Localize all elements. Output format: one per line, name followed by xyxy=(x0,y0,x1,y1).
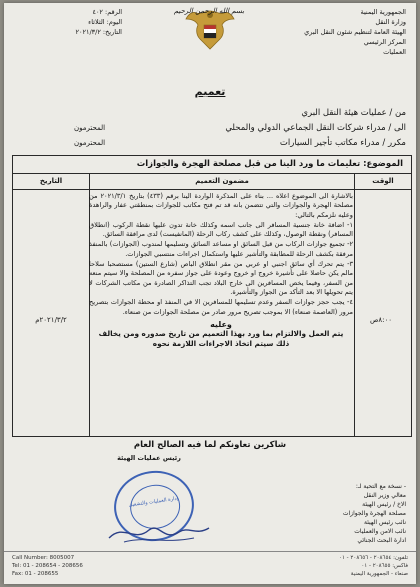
honorific: المحترمون xyxy=(74,124,106,132)
footer-line: Fax: 01 - 208655 xyxy=(12,571,59,577)
stamp-text: إدارة العمليات والتشغيل xyxy=(128,495,179,509)
reference-block xyxy=(12,7,122,37)
thanks-line: شاكرين تعاونكم لما فيه الصالح العام xyxy=(133,440,287,450)
reference-number: الرقم: ٤٠٢ xyxy=(92,8,122,16)
org-line: العمليات xyxy=(383,48,406,56)
page-footer xyxy=(4,551,416,584)
signature-title: رئيس عمليات الهيئة xyxy=(117,454,181,462)
circular-content xyxy=(89,192,353,349)
column-header-date: التاريخ xyxy=(13,173,89,190)
content-paragraph: بالاشارة الى الموضوع اعلاه ... بناء على المذكرة الواردة الينا برقم (٤٣٣) بتاريخ ٢٠٢١/٣/١ من مصلحة الهجرة والجوازات والتي تتضمن بانه قد تم فتح مكاتب للجوازات بمنطقتي عفار والراهدة وعليه نلزمكم بالتالي: xyxy=(89,192,354,219)
closing-label: وعليه xyxy=(210,319,232,329)
date-cell: ٢٠٢١/٣/٢م xyxy=(35,316,67,324)
signature-scribble-icon xyxy=(104,518,214,548)
content-paragraph: ٤- يجب حجز جوازات السفر وعدم تسليمها للمسافرين الا في المنفذ او محطة الجوازات بتصريح مرور (العاصمة صنعاء) الا بموجب تصريح مرور صادر من مصلحة الجوازات من صنعاء. xyxy=(89,298,353,316)
closing-line: يتم العمل والالتزام بما ورد بهذا التعميم من تاريخ صدوره ومن يخالف xyxy=(98,329,344,339)
copy-item: الاخ / رئيس الهيئة xyxy=(362,501,406,508)
cc-line xyxy=(14,136,406,151)
time-cell: ٨:٠٠ص xyxy=(369,316,393,324)
subject-row xyxy=(13,156,411,174)
from-line xyxy=(14,106,406,121)
copy-item: معالي وزير النقل xyxy=(363,492,406,499)
reference-day: اليوم: الثلاثاء xyxy=(88,18,122,26)
footer-line: Call Number: 8005007 xyxy=(12,555,75,561)
reference-date: التاريخ: ٢٠٢١/٣/٢ xyxy=(75,28,122,36)
honorific: المحترمون xyxy=(74,139,106,147)
copy-item: نائب الامن والعمليات xyxy=(354,528,406,535)
org-line: الجمهورية اليمنية xyxy=(360,8,406,16)
document-title: تعميم xyxy=(194,85,226,98)
addressing-text: مكرر / مدراء مكاتب تأجير السيارات xyxy=(279,138,406,148)
org-line: المركز الرئيسي xyxy=(363,38,406,46)
copy-item: نائب رئيس الهيئة xyxy=(364,519,406,526)
document-page xyxy=(4,3,416,584)
content-paragraph: ٣- يتم تحرك أي سائق اجنبي او عربي من مقر انطلاق الباص (شارع الستين) مستصحبا سلاحا مالم يكن حاصلا على تأشيرة خروج او خروج وعودة على جواز سفره من المصلحة والا سيتم منعه من السفر، وفيما يخص المسافرين الى خارج البلاد تجب التذاكر الصادرة من مكاتب الشركات لا يتم تحويلها الا بعد التأكد من الجواز والتأشيرة. xyxy=(89,260,353,296)
footer-line: صنعاء - الجمهورية اليمنية xyxy=(350,571,408,577)
addressing-text: الى / مدراء شركات النقل الجماعي الدولي والمحلي xyxy=(225,123,406,133)
org-line: الهيئة العامة لتنظيم شئون النقل البري xyxy=(304,28,406,36)
footer-line: تلفون: ٢٠٨٦٥٤ - ٢٠٨٦٥٦ - ٠١ xyxy=(339,555,408,561)
org-line: وزارة النقل xyxy=(375,18,406,26)
copy-item: ادارة البحث الجنائي xyxy=(357,537,406,544)
copies-list xyxy=(276,482,406,545)
content-paragraph: ٢- تجميع جوازات الركاب من قبل السائق او مساعد السائق وتسليمها لمندوب (الجوازات) بالمنفذ مرفقة بكشف الرحلة للمطابقة والتأشير عليها واستكمال اجراءات منتسبي الجوازات. xyxy=(89,240,353,258)
footer-contact-ar xyxy=(339,554,408,578)
column-divider xyxy=(354,173,355,436)
addressing-text: من / عمليات هيئة النقل البري xyxy=(301,108,406,118)
column-header-content: مضمون التعميم xyxy=(90,173,354,190)
copy-item: مصلحة الهجرة والجوازات xyxy=(342,510,406,517)
footer-line: فاكس: ٢٠٨٦٥٥ - ٠١ xyxy=(361,563,408,569)
copy-item: - نسخة مع التحية لـ: xyxy=(355,483,406,490)
closing-line: ذلك سيتم اتخاذ الاجراءات اللازمة نحوه xyxy=(152,339,290,349)
content-paragraph: ١- اضافة خانة جنسية المسافر الى جانب اسمه وكذلك خانة تدون عليها نقطة الركوب (انطلاق المسافر) ونقطة الوصول، وكذلك على كشف ركاب الرحلة (المانفيست) لدى مرافقة السائق. xyxy=(89,220,353,239)
circular-table xyxy=(12,155,412,437)
subject-text: الموضوع: تعليمات ما ورد الينا من قبل مصلحة الهجرة والجوازات xyxy=(136,159,403,169)
footer-line: Tel: 01 - 208654 - 208656 xyxy=(12,563,83,569)
footer-contact-en xyxy=(12,554,83,578)
column-header-time: الوقت xyxy=(355,173,411,190)
bismillah: بسم الله الرحمن الرحيم xyxy=(173,7,245,15)
addressing-block xyxy=(14,106,406,151)
to-line xyxy=(14,121,406,136)
